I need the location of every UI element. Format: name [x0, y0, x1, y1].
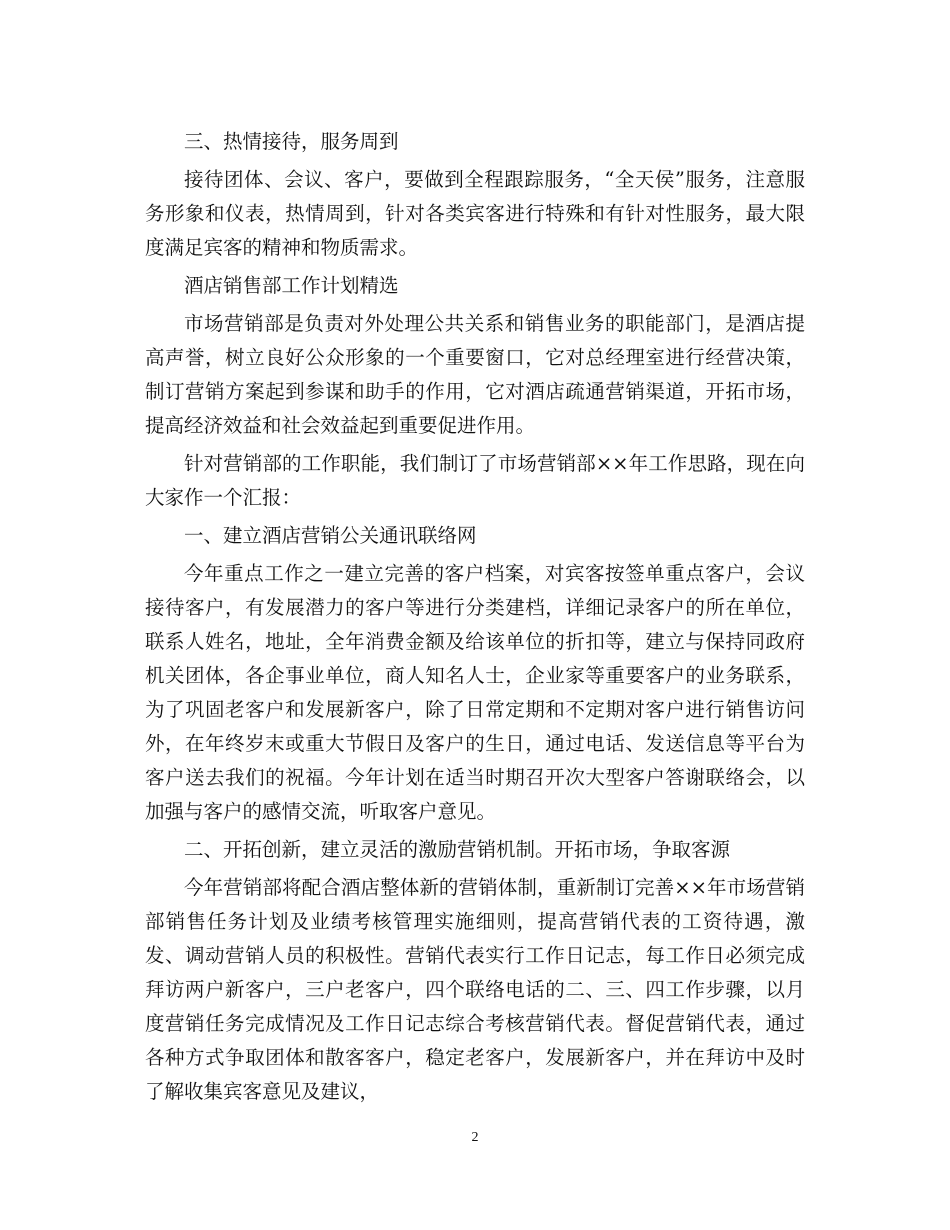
body-paragraph: 今年营销部将配合酒店整体新的营销体制，重新制订完善××年市场营销部销售任务计划及业绩考核管理实施细则，提高营销代表的工资待遇，激发、调动营销人员的积极性。营销代表实行工作日记志，每工作日必须完成拜访两户新客户，三户老客户，四个联络电话的二、三、四工作步骤，以月度营销任务完成情况及工作日记志综合考核营销代表。督促营销代表，通过各种方式争取团体和散客客户，稳定老客户，发展新客户，并在拜访中及时了解收集宾客意见及建议，: [145, 876, 805, 1103]
section-heading-2: 二、开拓创新，建立灵活的激励营销机制。开拓市场，争取客源: [184, 838, 731, 861]
body-paragraph: 针对营销部的工作职能，我们制订了市场营销部××年工作思路，现在向大家作一个汇报：: [145, 452, 805, 509]
section-heading-3: 三、热情接待，服务周到: [184, 130, 399, 153]
page-number: 2: [471, 1130, 479, 1145]
body-paragraph: 市场营销部是负责对外处理公共关系和销售业务的职能部门，是酒店提高声誉，树立良好公众形象的一个重要窗口，它对总经理室进行经营决策，制订营销方案起到参谋和助手的作用，它对酒店疏通营销渠道，开拓市场，提高经济效益和社会效益起到重要促进作用。: [145, 312, 805, 437]
body-paragraph: 接待团体、会议、客户，要做到全程跟踪服务，“全天侯”服务，注意服务形象和仪表，热情周到，针对各类宾客进行特殊和有针对性服务，最大限度满足宾客的精神和物质需求。: [145, 168, 805, 259]
body-paragraph: 今年重点工作之一建立完善的客户档案，对宾客按签单重点客户，会议接待客户，有发展潜力的客户等进行分类建档，详细记录客户的所在单位，联系人姓名，地址，全年消费金额及给该单位的折扣等，建立与保持同政府机关团体，各企事业单位，商人知名人士，企业家等重要客户的业务联系，为了巩固老客户和发展新客户，除了日常定期和不定期对客户进行销售访问外，在年终岁末或重大节假日及客户的生日，通过电话、发送信息等平台为客户送去我们的祝福。今年计划在适当时期召开次大型客户答谢联络会，以加强与客户的感情交流，听取客户意见。: [145, 562, 805, 823]
document-body: [145, 125, 805, 1109]
section-heading-1: 一、建立酒店营销公关通讯联络网: [184, 524, 477, 547]
document-title: 酒店销售部工作计划精选: [184, 274, 399, 297]
